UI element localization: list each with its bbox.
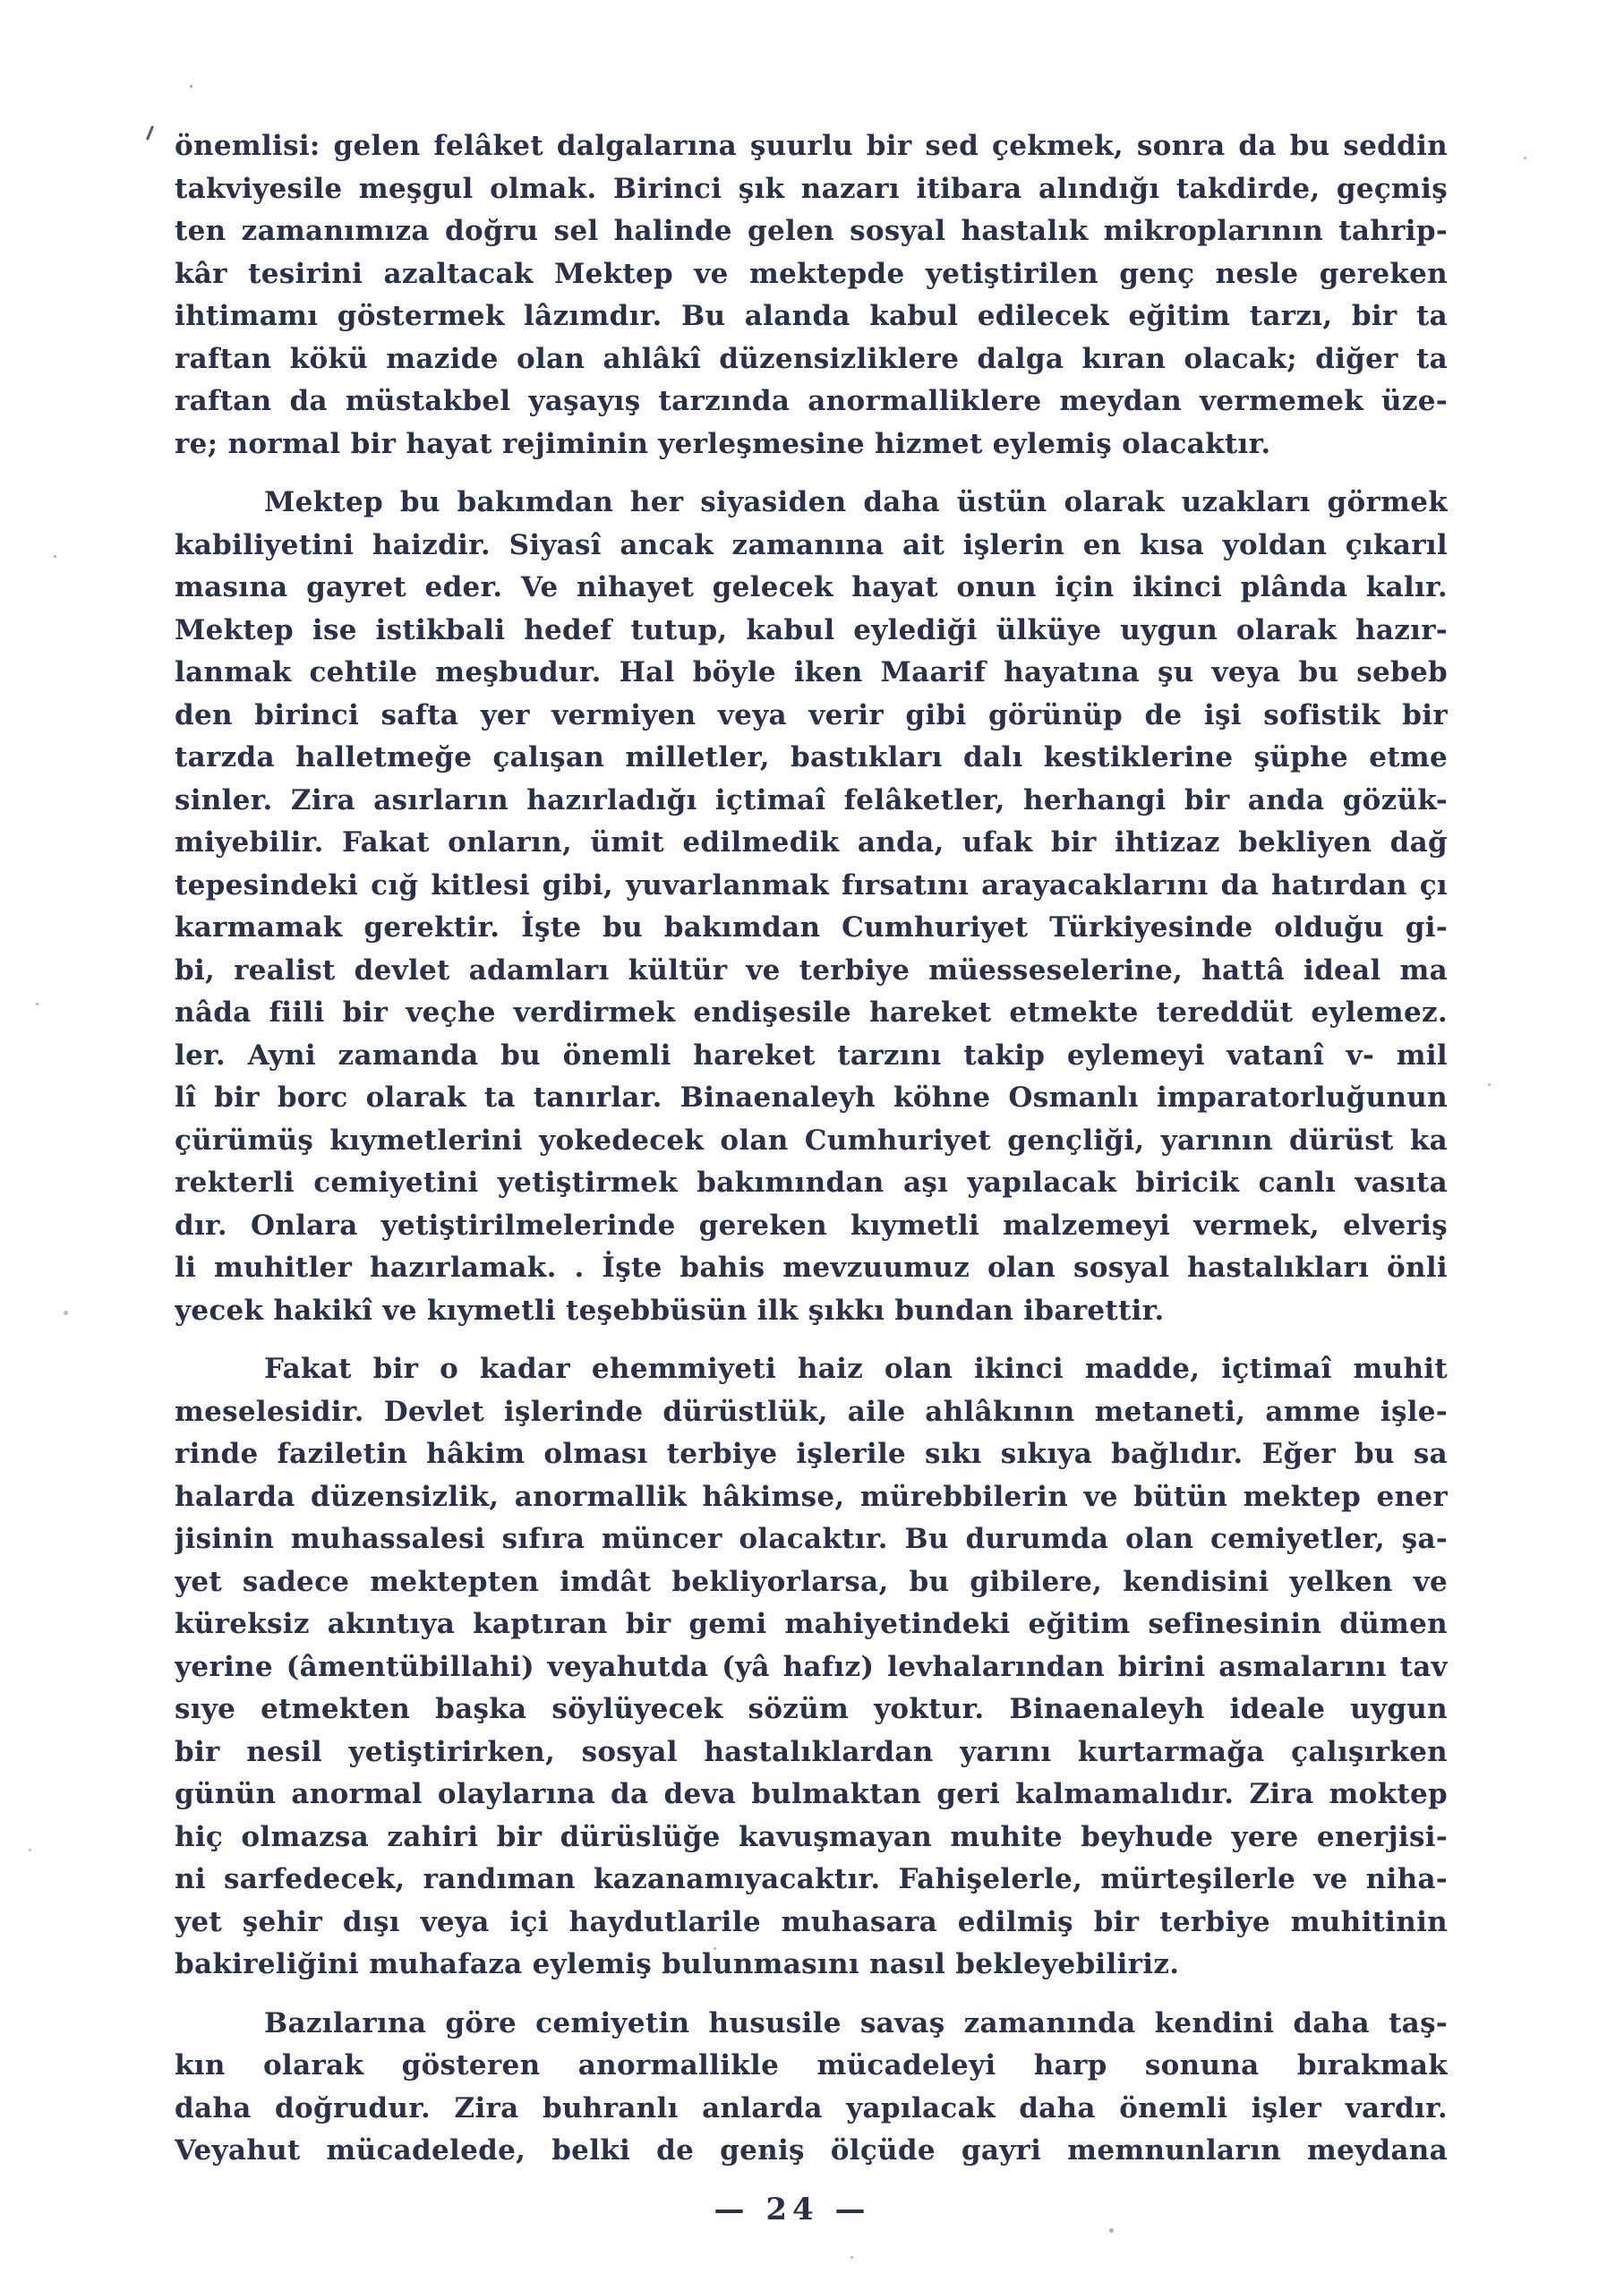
text-line: sinler. Zira asırların hazırladığı içtimaî felâketler, herhangi bir anda gözük- <box>175 783 1448 816</box>
paragraph <box>175 1348 1448 1987</box>
scan-artifact <box>146 125 154 141</box>
text-line: Mektep ise istikbali hedef tutup, kabul eylediği ülküye uygun olarak hazır- <box>175 613 1448 646</box>
text-line: dır. Onlara yetiştirilmelerinde gereken kıymetli malzemeyi vermek, elveriş <box>175 1209 1448 1242</box>
text-line: ten zamanımıza doğru sel halinde gelen sosyal hastalık mikroplarının tahrip- <box>175 215 1448 247</box>
text-line: hiç olmazsa zahiri bir dürüslüğe kavuşmayan muhite beyhude yere enerjisi- <box>175 1820 1448 1853</box>
text-line: li muhitler hazırlamak. . İşte bahis mevzuumuz olan sosyal hastalıkları önli <box>175 1252 1448 1284</box>
text-line: Mektep bu bakımdan her siyasiden daha üstün olarak uzakları görmek <box>264 486 1448 518</box>
text-line: bir nesil yetiştirirken, sosyal hastalıklardan yarını kurtarmağa çalışırken <box>175 1735 1448 1768</box>
text-line: tarzda halletmeğe çalışan milletler, bastıkları dalı kestiklerine şüphe etme <box>175 741 1448 774</box>
text-line: miyebilir. Fakat onların, ümit edilmedik anda, ufak bir ihtizaz bekliyen dağ <box>175 826 1448 859</box>
text-line: bakireliğini muhafaza eylemiş bulunmasını nasıl bekleyebiliriz. <box>175 1948 1180 1980</box>
text-line: den birinci safta yer vermiyen veya verir gibi görünüp de işi sofistik bir <box>175 698 1448 731</box>
text-line: kabiliyetini haizdir. Siyasî ancak zamanına ait işlerin en kısa yoldan çıkarıl <box>175 528 1448 561</box>
text-line: jisinin muhassalesi sıfıra müncer olacaktır. Bu durumda olan cemiyetler, şa- <box>175 1523 1448 1555</box>
text-line: kın olarak gösteren anormallikle mücadeleyi harp sonuna bırakmak <box>175 2049 1448 2082</box>
text-line: bi, realist devlet adamları kültür ve terbiye müesseselerine, hattâ ideal ma <box>175 953 1448 987</box>
paragraph <box>175 482 1448 1332</box>
text-line: önemlisi: gelen felâket dalgalarına şuurlu bir sed çekmek, sonra da bu seddin <box>175 130 1448 162</box>
text-line: yerine (âmentübillahi) veyahutda (yâ hafız) levhalarından birini asmalarını tav <box>175 1650 1448 1683</box>
text-line: Veyahut mücadelede, belki de geniş ölçüde gayri memnunların meydana <box>175 2134 1448 2167</box>
text-line: masına gayret eder. Ve nihayet gelecek hayat onun için ikinci plânda kalır. <box>175 571 1448 603</box>
text-line: sıye etmekten başka söylüyecek sözüm yoktur. Binaenaleyh ideale uygun <box>175 1693 1448 1725</box>
text-line: ihtimamı göstermek lâzımdır. Bu alanda kabul edilecek eğitim tarzı, bir ta <box>175 300 1448 332</box>
page-number: — 24 — <box>714 2192 871 2227</box>
text-line: tepesindeki cığ kitlesi gibi, yuvarlanmak fırsatını arayacaklarını da hatırdan çı <box>175 868 1448 902</box>
text-line: karmamak gerektir. İşte bu bakımdan Cumhuriyet Türkiyesinde olduğu gi- <box>175 911 1448 944</box>
text-line: rekterli cemiyetini yetiştirmek bakımından aşı yapılacak biricik canlı vasıta <box>175 1167 1448 1199</box>
text-line: yet şehir dışı veya içi haydutlarile muhasara edilmiş bir terbiye muhitinin <box>175 1905 1448 1938</box>
text-line: Fakat bir o kadar ehemmiyeti haiz olan ikinci madde, içtimaî muhit <box>264 1353 1448 1385</box>
text-line: Bazılarına göre cemiyetin hususile savaş zamanında kendini daha taş- <box>264 2006 1448 2039</box>
text-line: raftan kökü mazide olan ahlâkî düzensizliklere dalga kıran olacak; diğer ta <box>175 342 1448 375</box>
paragraph <box>175 125 1448 466</box>
text-line: re; normal bir hayat rejiminin yerleşmesine hizmet eylemiş olacaktır. <box>175 427 1271 460</box>
text-line: yecek hakikî ve kıymetli teşebbüsün ilk şıkkı bundan ibarettir. <box>175 1294 1165 1327</box>
text-line: takviyesile meşgul olmak. Birinci şık nazarı itibara alındığı takdirde, geçmiş <box>175 172 1448 205</box>
text-line: halarda düzensizlik, anormallik hâkimse, mürebbilerin ve bütün mektep ener <box>175 1480 1448 1513</box>
text-line: ni sarfedecek, randıman kazanamıyacaktır. Fahişelerle, mürteşilerle ve niha- <box>175 1863 1448 1895</box>
text-line: daha doğrudur. Zira buhranlı anlarda yapılacak daha önemli işler vardır. <box>175 2091 1448 2124</box>
text-line: kâr tesirini azaltacak Mektep ve mektepde yetiştirilen genç nesle gereken <box>175 257 1448 290</box>
text-line: rinde faziletin hâkim olması terbiye işlerile sıkı sıkıya bağlıdır. Eğer bu sa <box>175 1438 1448 1470</box>
text-line: yet sadece mektepten imdât bekliyorlarsa, bu gibilere, kendisini yelken ve <box>175 1565 1448 1598</box>
body-text <box>175 125 1448 2189</box>
text-line: lanmak cehtile meşbudur. Hal böyle iken Maarif hayatına şu veya bu sebeb <box>175 656 1448 688</box>
scan-specks <box>190 85 192 88</box>
text-line: küreksiz akıntıya kaptıran bir gemi mahiyetindeki eğitim sefinesinin dümen <box>175 1608 1448 1640</box>
text-line: çürümüş kıymetlerini yokedecek olan Cumhuriyet gençliği, yarının dürüst ka <box>175 1124 1448 1157</box>
paragraph <box>175 2003 1448 2173</box>
text-line: meselesidir. Devlet işlerinde dürüstlük, aile ahlâkının metaneti, amme işle- <box>175 1395 1448 1428</box>
text-line: ler. Ayni zamanda bu önemli hareket tarzını takip eylemeyi vatanî v- mil <box>175 1039 1448 1072</box>
text-line: nâda fiili bir veçhe verdirmek endişesile hareket etmekte tereddüt eylemez. <box>175 996 1448 1029</box>
text-line: raftan da müstakbel yaşayış tarzında anormalliklere meydan vermemek üze- <box>175 385 1448 417</box>
text-line: günün anormal olaylarına da deva bulmaktan geri kalmamalıdır. Zira moktep <box>175 1778 1448 1810</box>
text-line: lî bir borc olarak ta tanırlar. Binaenaleyh köhne Osmanlı imparatorluğunun <box>175 1081 1448 1114</box>
